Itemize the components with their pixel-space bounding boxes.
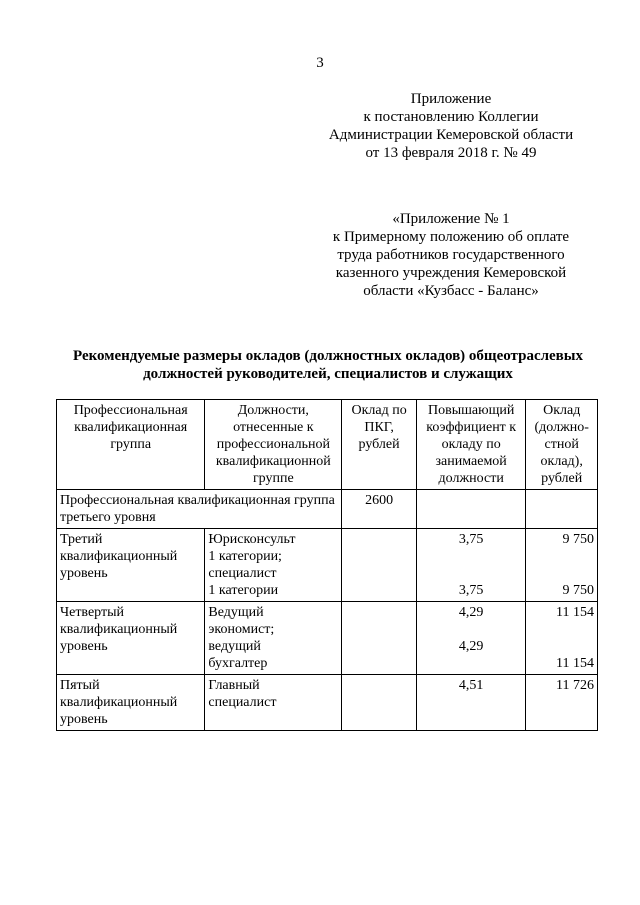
table-title-line: Рекомендуемые размеры окладов (должностных окладов) общеотраслевых <box>72 348 583 364</box>
coefficient-value: 4,51 <box>458 678 484 693</box>
level-name: Пятый квалификационный уровень <box>57 675 205 731</box>
appendix-1-line: «Приложение № 1 <box>392 211 510 227</box>
table-header-row <box>57 400 598 490</box>
table-row <box>57 675 598 731</box>
coefficient-value: 3,75 <box>458 583 484 598</box>
salary-cell <box>526 602 598 675</box>
appendix-line: к постановлению Коллегии <box>363 109 539 125</box>
header-coefficient: Повышающий коэффициент к окладу по занимаемой должности <box>416 400 525 490</box>
coefficient-value <box>420 548 522 565</box>
appendix-1-line: казенного учреждения Кемеровской <box>335 265 567 281</box>
empty-cell <box>342 675 417 731</box>
position-line: специалист <box>208 566 277 581</box>
positions-cell <box>205 602 342 675</box>
coefficient-value: 4,29 <box>458 639 484 654</box>
appendix-1-line: к Примерному положению об оплате <box>332 229 570 245</box>
appendix-1-header <box>318 210 584 300</box>
position-line: 1 категории; <box>208 549 282 564</box>
position-line: ведущий <box>208 639 261 654</box>
position-line: Ведущий <box>208 605 264 620</box>
salary-cell <box>526 675 598 731</box>
salary-value <box>529 621 594 638</box>
salary-value <box>529 548 594 565</box>
position-line: Главный <box>208 678 260 693</box>
appendix-header <box>318 90 584 162</box>
salary-value <box>529 638 594 655</box>
header-positions: Должности, отнесенные к профессиональной квалификационной группе <box>205 400 342 490</box>
position-line: экономист; <box>208 622 275 637</box>
coefficient-value: 4,29 <box>458 605 484 620</box>
empty-cell <box>416 490 525 529</box>
empty-cell <box>526 490 598 529</box>
table-title-line: должностей руководителей, специалистов и служащих <box>143 366 513 382</box>
position-line: 1 категории <box>208 583 279 598</box>
appendix-line: Администрации Кемеровской области <box>328 127 574 143</box>
table-title <box>50 347 606 383</box>
salary-cell <box>526 529 598 602</box>
appendix-1-line: труда работников государственного <box>337 247 565 263</box>
group-salary: 2600 <box>342 490 417 529</box>
salary-value: 11 154 <box>556 605 594 620</box>
position-line: специалист <box>208 695 277 710</box>
group-name: Профессиональная квалификационная группа третьего уровня <box>57 490 342 529</box>
header-salary: Оклад (должно-стной оклад), рублей <box>526 400 598 490</box>
salary-table <box>56 399 598 731</box>
group-row <box>57 490 598 529</box>
appendix-line: от 13 февраля 2018 г. № 49 <box>365 145 537 161</box>
header-pkg-salary: Оклад по ПКГ, рублей <box>342 400 417 490</box>
coefficient-value: 3,75 <box>458 532 484 547</box>
coefficient-cell <box>416 529 525 602</box>
level-name: Третий квалификационный уровень <box>57 529 205 602</box>
appendix-1-line: области «Кузбасс - Баланс» <box>363 283 539 299</box>
coefficient-value <box>420 655 522 672</box>
empty-cell <box>342 529 417 602</box>
positions-cell <box>205 675 342 731</box>
empty-cell <box>342 602 417 675</box>
salary-value: 11 726 <box>556 678 594 693</box>
page-number: 3 <box>316 55 324 71</box>
table-row <box>57 529 598 602</box>
header-group: Профессиональная квалификационная группа <box>57 400 205 490</box>
level-name: Четвертый квалификационный уровень <box>57 602 205 675</box>
position-line: бухгалтер <box>208 656 268 671</box>
salary-value: 9 750 <box>562 583 594 598</box>
position-line: Юрисконсульт <box>208 532 296 547</box>
salary-value: 11 154 <box>556 656 594 671</box>
positions-cell <box>205 529 342 602</box>
salary-value: 9 750 <box>562 532 594 547</box>
table-row <box>57 602 598 675</box>
coefficient-cell <box>416 602 525 675</box>
coefficient-cell <box>416 675 525 731</box>
appendix-line: Приложение <box>410 91 492 107</box>
salary-value <box>529 565 594 582</box>
coefficient-value <box>420 621 522 638</box>
coefficient-value <box>420 565 522 582</box>
